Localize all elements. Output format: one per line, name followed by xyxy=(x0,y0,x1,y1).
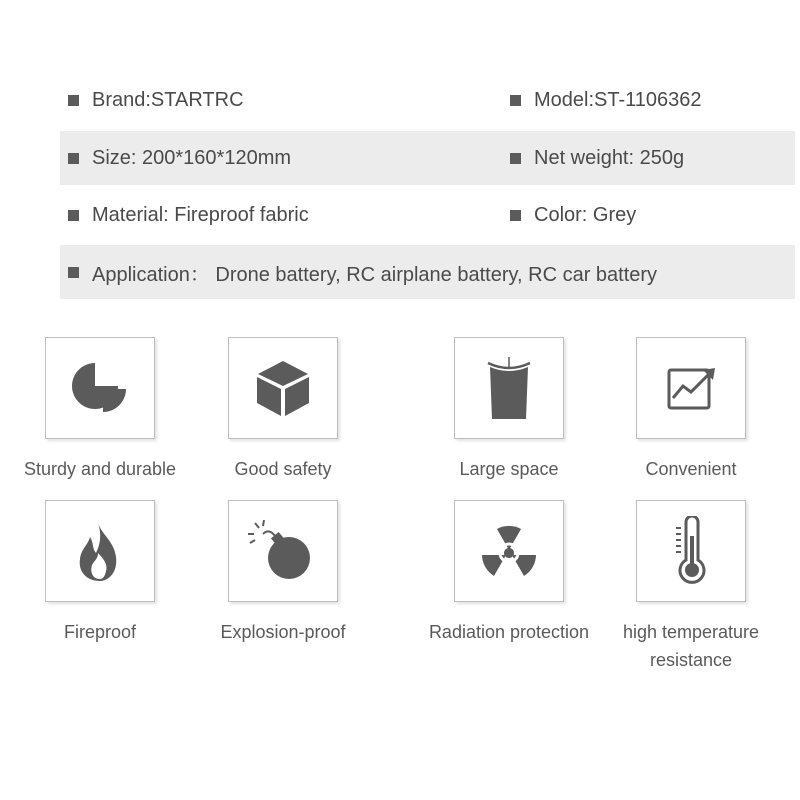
spec-row-material-color xyxy=(60,188,795,242)
feature-explosion-proof xyxy=(193,500,373,646)
feature-large-space xyxy=(419,337,599,483)
spec-row-application xyxy=(60,245,795,299)
bullet-square-icon xyxy=(68,267,79,278)
feature-high-temperature xyxy=(601,500,781,674)
spec-row-brand-model xyxy=(60,73,795,127)
bullet-square-icon xyxy=(510,153,521,164)
feature-label: Explosion-proof xyxy=(220,622,346,642)
spec-color: Color: Grey xyxy=(510,204,636,227)
feature-label: Convenient xyxy=(645,459,737,479)
cube-icon xyxy=(248,353,318,423)
spec-brand: Brand:STARTRC xyxy=(68,89,244,112)
spec-application: Application： Drone battery, RC airplane battery, RC car battery xyxy=(68,258,657,287)
feature-icon-box xyxy=(636,500,746,602)
feature-icon-box xyxy=(45,500,155,602)
drawstring-bag-icon xyxy=(474,353,544,423)
spec-material: Material: Fireproof fabric xyxy=(68,204,309,227)
spec-row-size-weight xyxy=(60,131,795,185)
spec-model: Model:ST-1106362 xyxy=(510,89,702,112)
feature-label: Radiation protection xyxy=(428,622,590,642)
radiation-icon xyxy=(474,516,544,586)
feature-icon-box xyxy=(228,500,338,602)
feature-safety xyxy=(193,337,373,483)
feature-label: Fireproof xyxy=(63,622,137,642)
feature-label: Sturdy and durable xyxy=(23,459,177,479)
feature-icon-box xyxy=(45,337,155,439)
feature-icon-box xyxy=(228,337,338,439)
thermometer-icon xyxy=(666,516,716,586)
spec-weight: Net weight: 250g xyxy=(510,147,684,170)
feature-radiation xyxy=(419,500,599,646)
feature-convenient xyxy=(601,337,781,483)
feature-icon-box xyxy=(636,337,746,439)
spec-size: Size: 200*160*120mm xyxy=(68,147,291,170)
pie-chart-icon xyxy=(65,353,135,423)
bullet-square-icon xyxy=(68,210,79,221)
feature-icon-box xyxy=(454,500,564,602)
bullet-square-icon xyxy=(68,95,79,106)
feature-label: Good safety xyxy=(234,459,332,479)
feature-label: Large space xyxy=(459,459,559,479)
bullet-square-icon xyxy=(510,210,521,221)
feature-fireproof xyxy=(10,500,190,646)
bomb-icon xyxy=(245,518,321,584)
flame-icon xyxy=(68,519,132,583)
bullet-square-icon xyxy=(68,153,79,164)
trend-chart-icon xyxy=(663,360,719,416)
feature-label: high temperature resistance xyxy=(622,622,760,670)
feature-sturdy xyxy=(10,337,190,483)
bullet-square-icon xyxy=(510,95,521,106)
feature-icon-box xyxy=(454,337,564,439)
